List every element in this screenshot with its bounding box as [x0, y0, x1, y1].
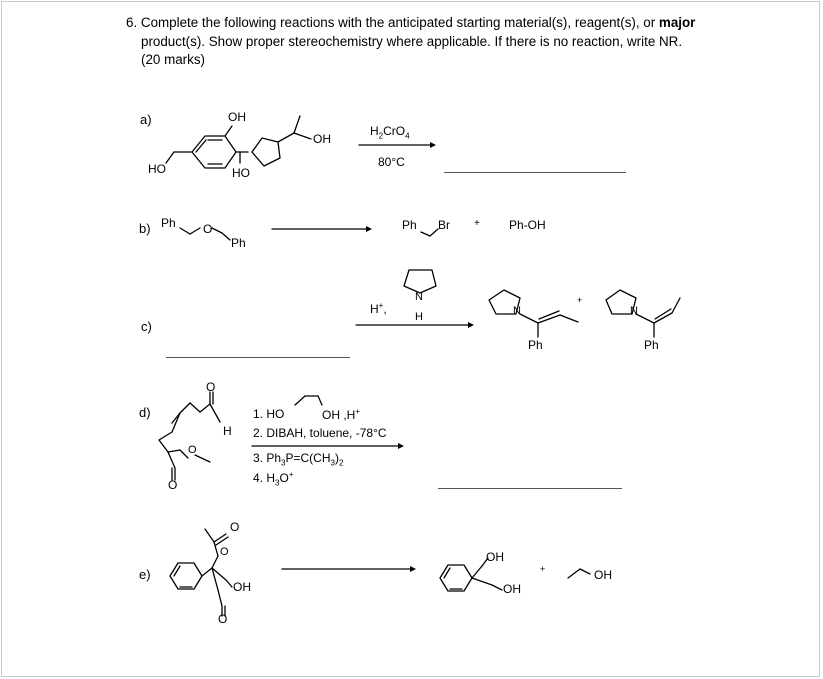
part-b-ether-o: O: [203, 222, 213, 236]
part-e-carbonyl-o-top: O: [230, 520, 240, 534]
part-c-prod1-n: N: [513, 305, 521, 317]
question-line1: Complete the following reactions with the anticipated starting material(s), reagent(s), or: [140, 15, 659, 30]
part-b-label: b): [139, 221, 151, 236]
part-b-product-ph: Ph: [402, 218, 417, 232]
part-b-ph2: Ph: [231, 236, 246, 250]
part-a-condition: 80°C: [378, 155, 405, 169]
part-c-amine-n: N: [415, 291, 423, 303]
part-e-label: e): [139, 567, 151, 582]
part-c-prod2-n: N: [630, 305, 638, 317]
part-b-plus: +: [474, 218, 480, 229]
part-c-prod2-ph: Ph: [644, 338, 659, 352]
part-b-ph1: Ph: [161, 216, 176, 230]
part-b-product-br: Br: [438, 218, 450, 232]
part-d-carbonyl-o: O: [168, 478, 178, 492]
part-d-step1: 1. HO: [253, 407, 285, 421]
part-c-pyrrolidine: [404, 270, 436, 293]
part-e-plus: +: [540, 564, 546, 574]
part-a-ho-left: HO: [148, 162, 166, 176]
part-c-acid: H+,: [370, 301, 387, 316]
part-b-product-bond: [421, 232, 430, 236]
part-d-step4: 4. $H_3O^+$: [253, 470, 294, 488]
part-a-ho-mid: HO: [232, 166, 250, 180]
question-number: 6.: [126, 15, 138, 30]
part-c-amine-h: H: [415, 311, 423, 323]
part-e-prod2-oh: OH: [594, 568, 612, 582]
question-bold-word: major: [658, 15, 696, 30]
part-e-ester-o: O: [220, 546, 229, 558]
part-d-label: d): [139, 405, 151, 420]
part-d-diol-bond: [295, 396, 305, 405]
part-d-step3: 3. $Ph_3P=C(CH_3)_2$: [253, 451, 344, 468]
part-a-oh-right: OH: [313, 132, 331, 146]
part-c-answer-line: [166, 357, 350, 358]
part-c-enamine-1: [489, 290, 578, 337]
part-e-starting-material: [170, 529, 232, 616]
part-d-ketone-o: O: [206, 380, 216, 394]
part-e-prod-oh1: OH: [486, 550, 504, 564]
part-d-ester-o: O: [188, 444, 197, 456]
question-line2: product(s). Show proper stereochemistry where applicable. If there is no reaction, write NR.: [141, 33, 683, 49]
part-c-label: c): [141, 319, 152, 334]
part-c-prod1-ph: Ph: [528, 338, 543, 352]
part-d-step1-tail: OH ,H+: [322, 407, 361, 422]
part-c-plus: +: [577, 295, 583, 305]
part-a-oh-top: OH: [228, 110, 246, 124]
part-b-product-phenol: Ph-OH: [509, 218, 546, 232]
part-e-hydroxyl: OH: [233, 580, 251, 594]
part-a-reagent: $H_2CrO_4$: [370, 124, 410, 141]
part-e-product-alcohol: [568, 569, 590, 578]
question-line3: (20 marks): [141, 52, 205, 67]
part-d-answer-line: [438, 488, 622, 489]
part-e-carbonyl-o-bottom: O: [218, 612, 228, 626]
part-d-aldehyde-h: H: [223, 424, 232, 438]
part-e-prod-oh2: OH: [503, 582, 521, 596]
part-a-answer-line: [444, 172, 626, 173]
part-d-starting-material: [159, 392, 220, 480]
part-c-enamine-2: [606, 290, 680, 337]
part-d-step2: 2. DIBAH, toluene, -78°C: [253, 426, 387, 440]
part-a-label: a): [140, 112, 152, 127]
